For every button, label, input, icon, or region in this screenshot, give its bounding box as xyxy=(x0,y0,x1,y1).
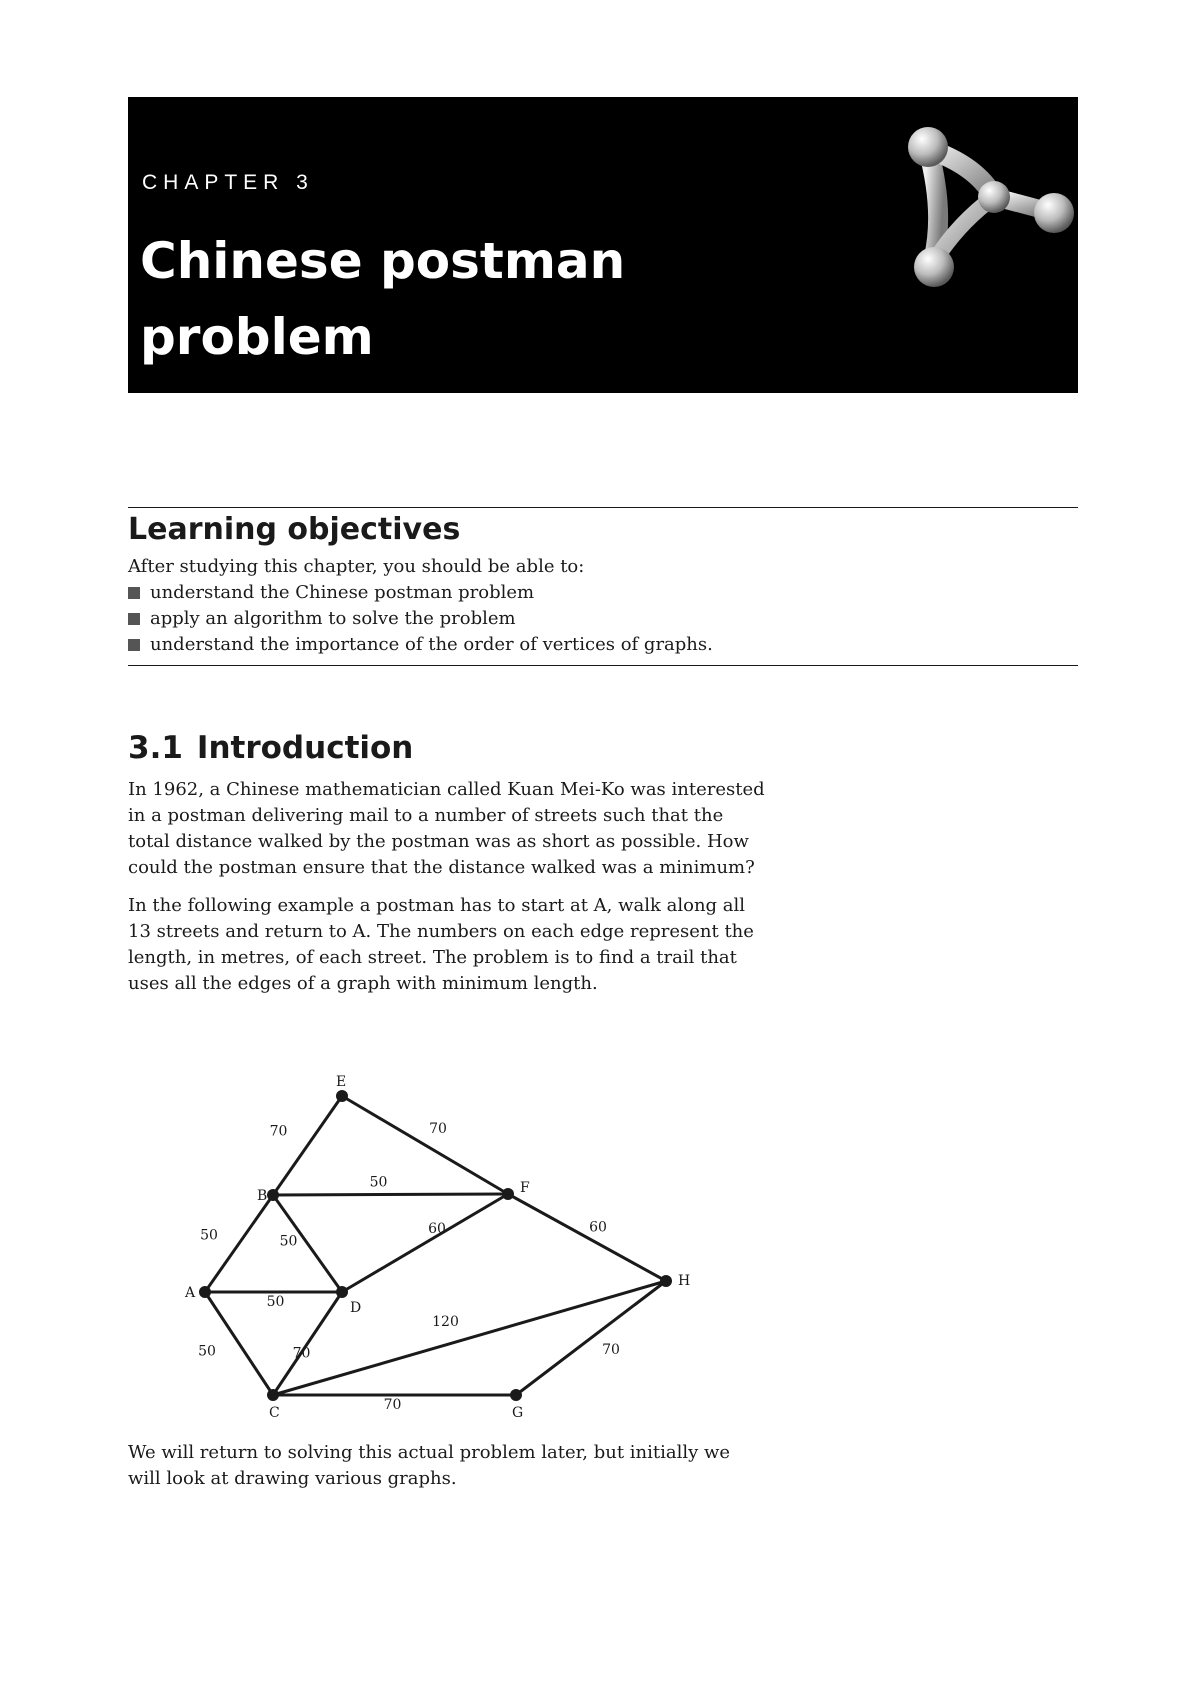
vertex-label: B xyxy=(257,1188,268,1204)
section-introduction xyxy=(128,725,768,1009)
edge-weight-label: 70 xyxy=(383,1397,402,1413)
chapter-banner xyxy=(128,97,1078,393)
edge-weight-label: 50 xyxy=(266,1294,285,1310)
vertex-label: D xyxy=(350,1300,362,1316)
vertex-label: G xyxy=(512,1405,524,1421)
vertex-label: H xyxy=(678,1273,691,1289)
molecule-logo xyxy=(876,115,1076,295)
graph-vertex xyxy=(510,1389,522,1401)
edge-weight-label: 60 xyxy=(428,1221,446,1237)
objective-item: understand the Chinese postman problem xyxy=(128,580,1078,606)
section-number: 3.1 xyxy=(128,730,183,766)
street-network-graph xyxy=(160,1060,720,1430)
graph-edge xyxy=(342,1194,508,1292)
graph-vertex xyxy=(336,1090,348,1102)
vertex-label: C xyxy=(269,1405,280,1421)
square-bullet-icon xyxy=(128,587,140,599)
edge-weight-label: 60 xyxy=(589,1219,607,1236)
edge-weight-label: 70 xyxy=(269,1123,288,1140)
section-title: Introduction xyxy=(196,730,414,766)
graph-vertex xyxy=(267,1189,279,1201)
graph-edge xyxy=(205,1195,273,1292)
graph-vertex xyxy=(660,1275,672,1287)
closing-text xyxy=(128,1440,768,1504)
graph-vertex xyxy=(502,1188,514,1200)
graph-vertex xyxy=(267,1389,279,1401)
objective-item: apply an algorithm to solve the problem xyxy=(128,606,1078,632)
edge-weight-label: 70 xyxy=(292,1345,311,1362)
objectives-bottom-rule xyxy=(128,665,1078,666)
edge-weight-label: 70 xyxy=(602,1342,620,1358)
vertex-label: E xyxy=(336,1074,347,1090)
paragraph: We will return to solving this actual problem later, but initially we will look at drawing various graphs. xyxy=(128,1442,731,1489)
edge-weight-label: 50 xyxy=(279,1233,298,1250)
graph-vertex xyxy=(336,1286,348,1298)
edge-weight-label: 50 xyxy=(200,1227,218,1244)
vertex-label: F xyxy=(520,1180,530,1196)
chapter-label: CHAPTER 3 xyxy=(142,171,314,194)
chapter-title: Chinese postman problem xyxy=(140,232,626,366)
graph-vertex xyxy=(199,1286,211,1298)
edge-weight-label: 120 xyxy=(432,1314,459,1330)
square-bullet-icon xyxy=(128,613,140,625)
graph-edge xyxy=(508,1194,666,1281)
graph-edge xyxy=(273,1281,666,1395)
objectives-heading: Learning objectives xyxy=(128,512,461,547)
edge-weight-label: 50 xyxy=(198,1343,216,1360)
learning-objectives xyxy=(128,508,1078,658)
paragraph: In 1962, a Chinese mathematician called Kuan Mei-Ko was interested in a postman delivering mail to a number of streets such that the total distance walked by the postman was as short as possible. How could the postman ensure that the distance walked was a minimum? xyxy=(128,779,765,878)
objectives-list xyxy=(128,580,1078,658)
graph-edge xyxy=(273,1194,508,1195)
edge-weight-label: 70 xyxy=(429,1121,447,1137)
objective-item: understand the importance of the order of vertices of graphs. xyxy=(128,632,1078,658)
edge-weight-label: 50 xyxy=(369,1174,388,1191)
paragraph: In the following example a postman has to start at A, walk along all 13 streets and return to A. The numbers on each edge represent the length, in metres, of each street. The problem is to find a trail that uses all the edges of a graph with minimum length. xyxy=(128,895,754,994)
section-heading xyxy=(128,725,768,771)
graph-edge xyxy=(273,1096,342,1195)
square-bullet-icon xyxy=(128,639,140,651)
objectives-intro: After studying this chapter, you should be able to: xyxy=(128,556,585,577)
graph-edge xyxy=(516,1281,666,1395)
vertex-label: A xyxy=(185,1285,196,1301)
graph-edge xyxy=(342,1096,508,1194)
